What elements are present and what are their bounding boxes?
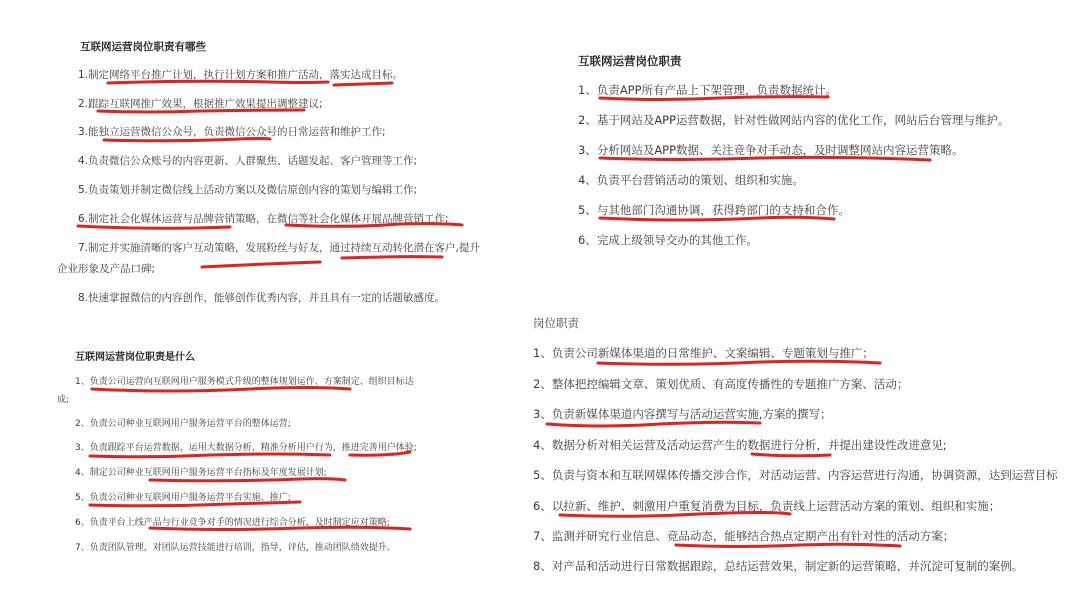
list-item-continuation: 企业形象及产品口碑; <box>57 263 156 275</box>
list-item: 4.负责微信公众账号的内容更新、人群聚焦、话题发起、客户管理等工作; <box>78 155 418 167</box>
list-item: 2、负责公司种业互联网用户服务运营平台的整体运营; <box>75 419 291 429</box>
list-item: 8.快速掌握微信的内容创作，能够创作优秀内容，并且具有一定的话题敏感度。 <box>78 292 446 304</box>
list-item: 5、负责公司种业互联网用户服务运营平台实施、推广; <box>75 493 291 503</box>
list-item: 1.制定网络平台推广计划，执行计划方案和推广活动，落实达成目标。 <box>78 69 404 81</box>
section-title: 互联网运营岗位职责是什么 <box>75 352 195 363</box>
underline-mark <box>547 422 760 426</box>
list-item: 1、负责公司运营向互联网用户服务模式升级的整体规划运作、方案制定、组织目标达 <box>75 377 414 387</box>
list-item: 5.负责策划并制定微信线上活动方案以及微信原创内容的策划与编辑工作; <box>78 184 418 196</box>
list-item: 2、整体把控编辑文章、策划优质、有高度传播性的专题推广方案、活动； <box>533 377 909 391</box>
list-item: 1、负责APP所有产品上下架管理，负责数据统计。 <box>578 83 838 97</box>
underline-mark <box>150 479 345 481</box>
section-title: 互联网运营岗位职责有哪些 <box>80 41 206 53</box>
list-item: 4、数据分析对相关运营及活动运营产生的数据进行分析，并提出建设性改进意见; <box>533 438 947 452</box>
underline-mark <box>598 361 880 364</box>
list-item: 3、分析网站及APP数据、关注竞争对手动态，及时调整网站内容运营策略。 <box>578 143 964 157</box>
list-item: 7、负责团队管理，对团队运营技能进行培训，指导，评估，推动团队绩效提升。 <box>75 543 396 553</box>
section-title: 互联网运营岗位职责 <box>578 54 682 68</box>
list-item: 5、与其他部门沟通协调，获得跨部门的支持和合作。 <box>578 203 850 217</box>
underline-mark <box>342 257 442 258</box>
list-item: 8、对产品和活动进行日常数据跟踪，总结运营效果，制定新的运营策略，并沉淀可复制的案例。 <box>533 559 1024 573</box>
list-item: 6、完成上级领导交办的其他工作。 <box>578 233 758 247</box>
list-item-continuation: 成; <box>57 395 70 405</box>
underline-mark <box>78 226 230 228</box>
list-item: 3.能独立运营微信公众号，负责微信公众号的日常运营和维护工作; <box>78 126 386 138</box>
list-item: 6.制定社会化媒体运营与品牌营销策略，在微信等社会化媒体开展品牌营销工作; <box>78 213 449 225</box>
underline-mark <box>752 454 830 456</box>
underline-mark <box>92 388 350 392</box>
list-item: 6、以拉新、维护、刺激用户重复消费为目标，负责线上运营活动方案的策划、组织和实施； <box>533 499 1001 513</box>
list-item: 4、制定公司种业互联网用户服务运营平台指标及年度发展计划; <box>75 468 327 478</box>
list-item: 1、负责公司新媒体渠道的日常维护、文案编辑、专题策划与推广； <box>533 346 874 360</box>
list-item: 4、负责平台营销活动的策划、组织和实施。 <box>578 173 804 187</box>
edge-fade <box>1060 440 1080 500</box>
list-item: 7、监测并研究行业信息、竞品动态，能够结合热点定期产出有针对性的活动方案； <box>533 529 955 543</box>
underline-mark <box>90 454 330 457</box>
list-item: 3、负责跟踪平台运营数据，运用大数据分析，精准分析用户行为，推进完善用户体验; <box>75 443 417 453</box>
list-item: 3、负责新媒体渠道内容撰写与活动运营实施,方案的撰写； <box>533 407 832 421</box>
list-item: 5、负责与资本和互联网媒体传播交涉合作，对活动运营、内容运营进行沟通，协调资源，达到运营目标 <box>533 468 1058 482</box>
underline-mark <box>334 83 392 85</box>
underline-mark <box>676 544 900 546</box>
section-title: 岗位职责 <box>533 316 579 330</box>
underline-mark <box>202 262 320 267</box>
list-item: 7.制定并实施清晰的客户互动策略，发展粉丝与好友，通过持续互动转化潜在客户,提升 <box>78 242 480 254</box>
list-item: 2.跟踪互联网推广效果，根据推广效果提出调整建议; <box>78 98 323 110</box>
list-item: 6、负责平台上线产品与行业竞争对手的情况进行综合分析，及时制定应对策略; <box>75 518 390 528</box>
list-item: 2、基于网站及APP运营数据，针对性做网站内容的优化工作，网站后台管理与维护。 <box>578 113 1010 127</box>
